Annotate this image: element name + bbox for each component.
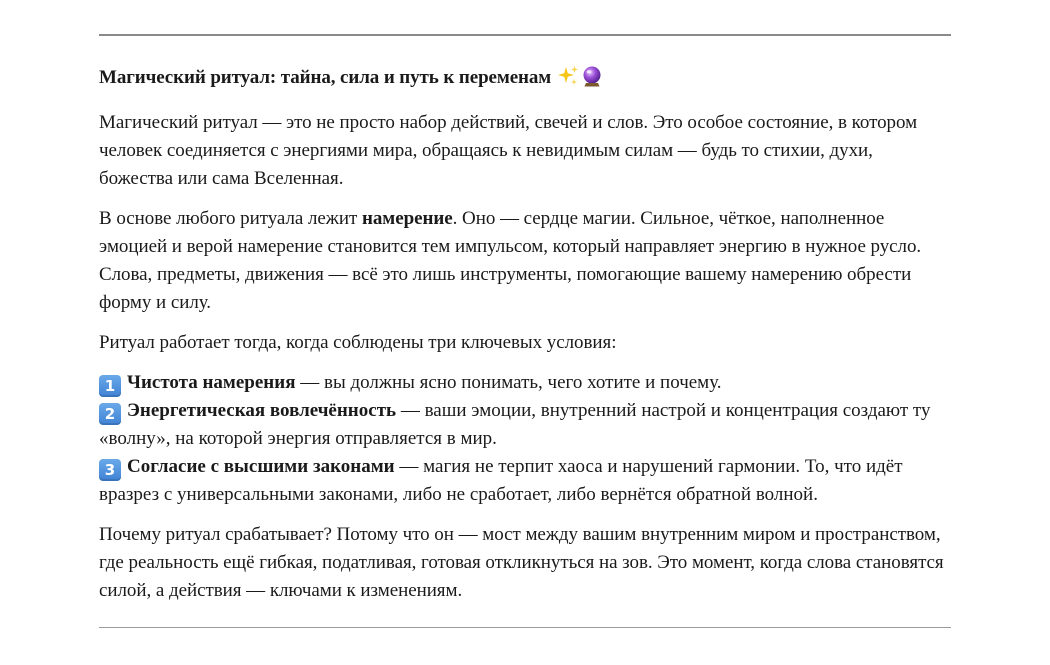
condition-title: Энергетическая вовлечённость [127,400,397,421]
paragraph-intention-end: . Оно — сердце магии. Сильное, чёткое, наполненное эмоцией и верой намерение становится тем импульсом, который направляет энергию в нужное русло. Слова, предметы, движения — всё это лишь инструменты, помогающие вашему намерению обрести форму и силу. [99,208,922,313]
article-title-text: Магический ритуал: тайна, сила и путь к переменам [99,67,552,88]
list-item [99,369,951,397]
article [99,34,951,605]
condition-text: — вы должны ясно понимать, чего хотите и почему. [295,372,722,393]
article-title [99,64,951,97]
top-divider [99,34,951,36]
bottom-divider [99,627,951,628]
keycap-two-icon: 2 [99,403,121,425]
paragraph-conclusion: Почему ритуал срабатывает? Потому что он — мост между вашим внутренним миром и пространством, где реальность ещё гибкая, податливая, готовая откликнуться на зов. Это момент, когда слова становятся силой, а действия — ключами к изменениям. [99,524,944,601]
sparkles-icon [556,64,580,97]
paragraph-intro: Магический ритуал — это не просто набор действий, свечей и слов. Это особое состояние, в котором человек соединяется с энергиями мира, обращаясь к невидимым силам — будь то стихии, духи, божества или сама Вселенная. [99,112,918,189]
paragraph-intention-start: В основе любого ритуала лежит [99,208,362,229]
conditions-list [99,369,951,509]
list-item [99,397,951,453]
keycap-three-icon: 3 [99,459,121,481]
intention-keyword: намерение [361,208,453,229]
condition-title: Чистота намерения [127,372,296,393]
condition-text: — магия не терпит хаоса и нарушений гармонии. То, что идёт вразрез с универсальными законами, либо не сработает, либо вернётся обратной волной. [99,456,903,505]
keycap-one-icon: 1 [99,375,121,397]
paragraph-intention [99,205,951,317]
paragraph-conditions-intro: Ритуал работает тогда, когда соблюдены три ключевых условия: [99,332,617,353]
crystal-ball-icon [580,64,604,97]
list-item [99,453,951,509]
condition-text: — ваши эмоции, внутренний настрой и концентрация создают ту «волну», на которой энергия отправляется в мир. [99,400,931,449]
condition-title: Согласие с высшими законами [127,456,395,477]
